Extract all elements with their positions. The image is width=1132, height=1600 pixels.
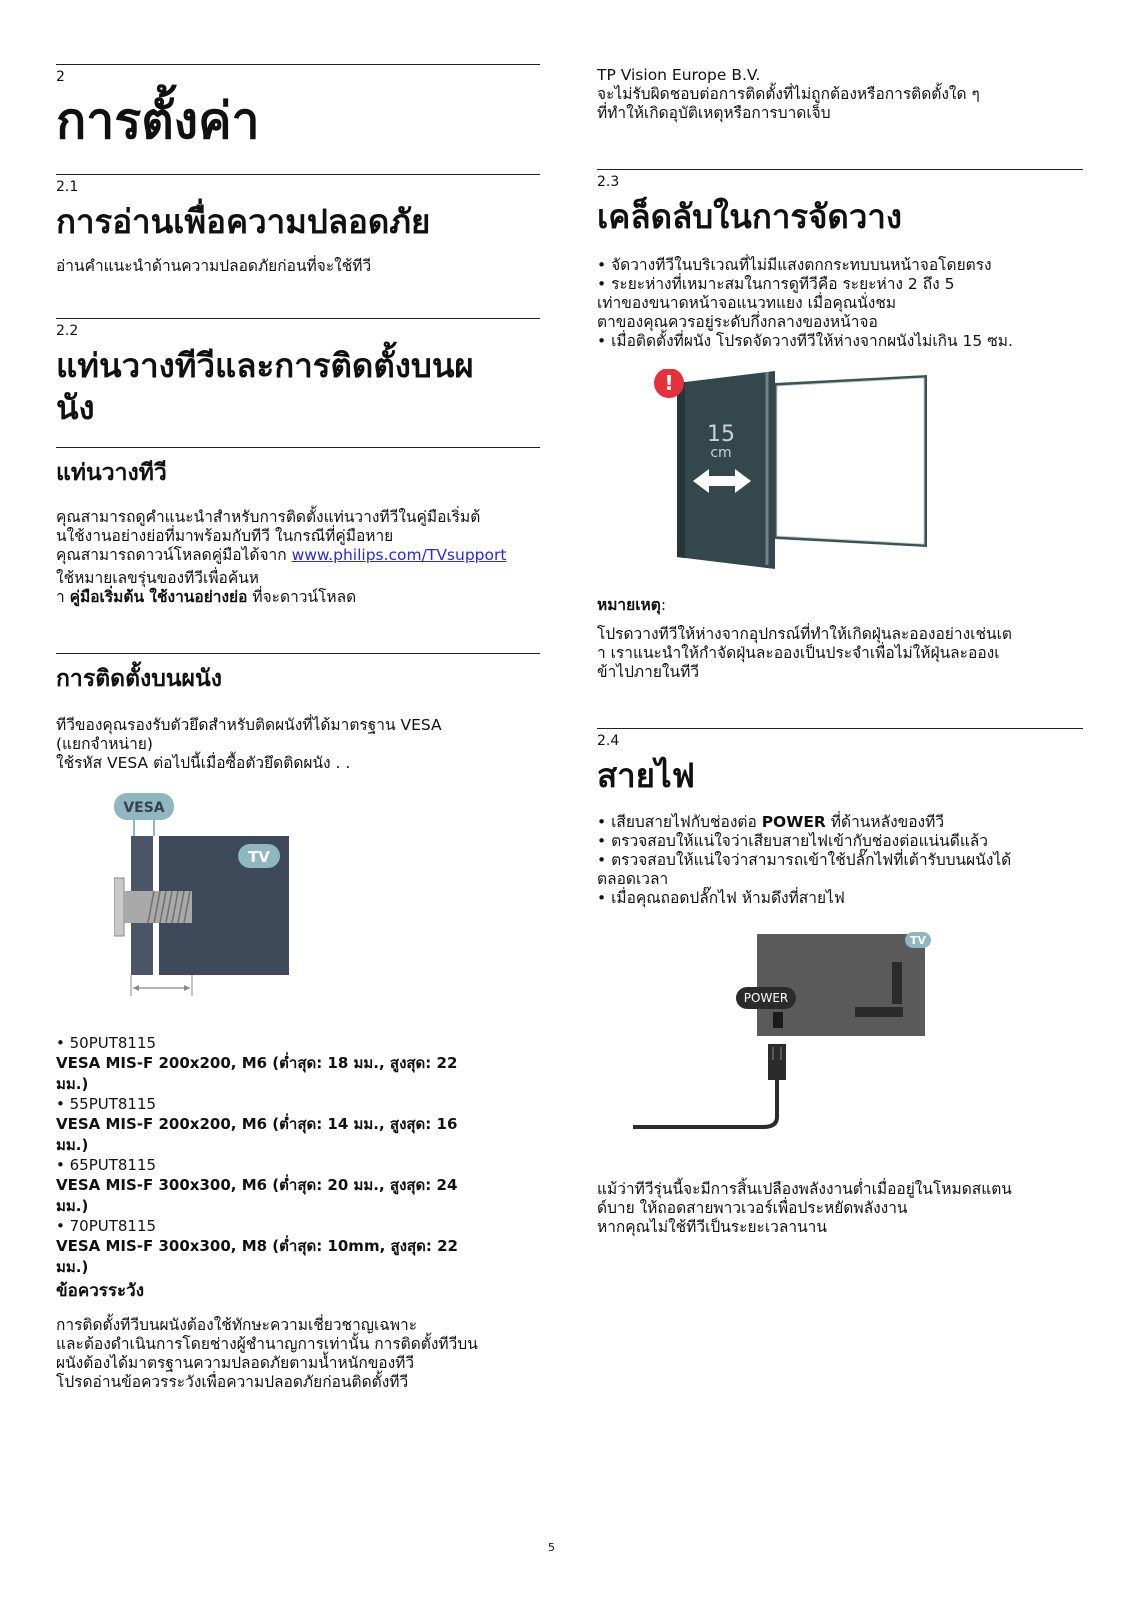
text-line: ใช้หมายเลขรุ่นของทีวีเพื่อค้นห (56, 569, 260, 587)
wall-distance-illustration (647, 369, 947, 569)
text-line: ที่ทำให้เกิดอุบัติเหตุหรือการบาดเจ็บ (597, 104, 831, 122)
subsection-title: แท่นวางทีวี (56, 460, 167, 486)
power-plug (768, 1044, 786, 1080)
vesa-spec: มม.) (56, 1258, 89, 1276)
tv-label: TV (909, 934, 927, 947)
text-line: และต้องดำเนินการโดยช่างผู้ชำนาญการเท่านั้น การติดตั้งทีวีบน (56, 1335, 478, 1353)
section-title (56, 345, 540, 429)
placement-tips (597, 256, 1083, 351)
model-entry (56, 1156, 540, 1217)
section-rule (56, 318, 540, 319)
vesa-spec: VESA MIS-F 300x300, M6 (ต่ำสุด: 20 มม., สูงสุด: 24 (56, 1176, 458, 1194)
model-name: • 70PUT8115 (56, 1217, 157, 1235)
caution-title: ข้อควรระวัง (56, 1281, 144, 1301)
section-title: เคล็ดลับในการจัดวาง (597, 197, 903, 236)
power-connector-name: POWER (761, 813, 826, 831)
tip-line: • จัดวางทีวีในบริเวณที่ไม่มีแสงตกกระทบบนหน้าจอโดยตรง (597, 256, 992, 274)
note-heading (597, 595, 1083, 615)
text-line: คุณสามารถดูคำแนะนำสำหรับการติดตั้งแท่นวางทีวีในคู่มือเริ่มต้ (56, 508, 481, 526)
left-column (56, 64, 540, 1392)
model-entry (56, 1095, 540, 1156)
tip-line: • เมื่อติดตั้งที่ผนัง โปรดจัดวางทีวีให้ห่างจากผนังไม่เกิน 15 ซม. (597, 332, 1013, 350)
chapter-number: 2 (56, 69, 65, 85)
text-span: คุณสามารถดาวน์โหลดคู่มือได้จาก (56, 546, 292, 564)
text-line: ด์บาย ให้ถอดสายพาวเวอร์เพื่อประหยัดพลังงาน (597, 1199, 908, 1217)
tv-label: TV (248, 848, 270, 866)
section-number: 2.3 (597, 174, 620, 190)
text-span: ที่จะดาวน์โหลด (247, 588, 357, 606)
rear-connector (855, 1007, 903, 1017)
wall-panel (677, 371, 775, 569)
model-entry (56, 1217, 540, 1278)
text-line: แม้ว่าทีวีรุ่นนี้จะมีการสิ้นเปลืองพลังงานต่ำเมื่ออยู่ในโหมดสแตน (597, 1180, 1012, 1198)
text-span: า (56, 588, 70, 606)
note-block (597, 595, 1083, 682)
rear-connector (892, 962, 902, 1004)
wall-edge (677, 382, 685, 558)
power-cable-illustration (633, 932, 933, 1142)
text-line: TP Vision Europe B.V. (597, 66, 761, 84)
power-socket (773, 1012, 783, 1028)
section-rule (597, 169, 1083, 170)
subsection-rule (56, 447, 540, 448)
section-number: 2.4 (597, 733, 620, 749)
note-title: หมายเหตุ (597, 596, 661, 614)
tip-line: • ระยะห่างที่เหมาะสมในการดูทีวีคือ ระยะห่าง 2 ถึง 5 (597, 275, 955, 293)
tip-line: • เมื่อคุณถอดปลั๊กไฟ ห้ามดึงที่สายไฟ (597, 889, 845, 907)
text-line (56, 546, 540, 565)
text-line: การติดตั้งทีวีบนผนังต้องใช้ทักษะความเชี่ยวชาญเฉพาะ (56, 1316, 418, 1334)
text-line: จะไม่รับผิดชอบต่อการติดตั้งที่ไม่ถูกต้องหรือการติดตั้งใด ๆ (597, 85, 980, 103)
tip-line: • ตรวจสอบให้แน่ใจว่าสามารถเข้าใช้ปลั๊กไฟที่เต้ารับบนผนังได้ (597, 851, 1012, 869)
vesa-spec: มม.) (56, 1136, 89, 1154)
text-span: • เสียบสายไฟกับช่องต่อ (597, 813, 762, 831)
text-line: ผนังต้องได้มาตรฐานความปลอดภัยตามน้ำหนักของทีวี (56, 1354, 415, 1372)
model-name: • 55PUT8115 (56, 1095, 157, 1113)
distance-unit: cm (710, 445, 732, 461)
vesa-mount-illustration (114, 793, 314, 998)
subsection-title: การติดตั้งบนผนัง (56, 666, 222, 692)
model-name: • 50PUT8115 (56, 1034, 157, 1052)
page-number: 5 (548, 1541, 555, 1554)
section-title-line: แท่นวางทีวีและการติดตั้งบนผ (56, 346, 474, 385)
tv-screen (777, 378, 924, 544)
text-line: นใช้งานอย่างย่อที่มาพร้อมกับทีวี ในกรณีที่คู่มือหาย (56, 527, 394, 545)
screw-head (114, 878, 124, 936)
text-line: ทีวีของคุณรองรับตัวยึดสำหรับติดผนังที่ได้มาตรฐาน VESA (56, 716, 442, 734)
model-entry (56, 1034, 540, 1095)
text-line: โปรดวางทีวีให้ห่างจากอุปกรณ์ที่ทำให้เกิดฝุ่นละอองอย่างเช่นเต (597, 625, 1012, 643)
right-column (597, 66, 1083, 1237)
text-line (56, 588, 540, 607)
model-name: • 65PUT8115 (56, 1156, 157, 1174)
tip-line: • ตรวจสอบให้แน่ใจว่าเสียบสายไฟเข้ากับช่องต่อแน่นดีแล้ว (597, 832, 989, 850)
tip-line: ตาของคุณควรอยู่ระดับกึ่งกลางของหน้าจอ (597, 313, 878, 331)
tip-line: ตลอดเวลา (597, 870, 669, 888)
tip-line (597, 813, 1083, 832)
chapter-title: การตั้งค่า (56, 92, 260, 150)
section-number: 2.2 (56, 323, 79, 339)
distance-value: 15 (707, 422, 735, 447)
chapter-rule (56, 64, 540, 65)
section-number: 2.1 (56, 179, 79, 195)
support-link[interactable]: www.philips.com/TVsupport (291, 546, 507, 564)
note-text (597, 625, 1083, 682)
vesa-spec: VESA MIS-F 200x200, M6 (ต่ำสุด: 18 มม., สูงสุด: 22 (56, 1054, 458, 1072)
note-colon: : (660, 596, 667, 614)
subsection-rule (56, 653, 540, 654)
wall-text (56, 716, 540, 773)
vesa-spec: มม.) (56, 1075, 89, 1093)
text-line: โปรดอ่านข้อควรระวังเพื่อความปลอดภัยก่อนติดตั้งทีวี (56, 1373, 409, 1391)
vesa-spec: VESA MIS-F 300x300, M8 (ต่ำสุด: 10mm, สูงสุด: 22 (56, 1237, 458, 1255)
stand-text (56, 508, 540, 607)
text-span: ที่ด้านหลังของทีวี (825, 813, 945, 831)
vesa-spec: มม.) (56, 1197, 89, 1215)
power-label: POWER (743, 991, 789, 1005)
section-title-line: นัง (56, 388, 95, 427)
tip-line: เท่าของขนาดหน้าจอแนวทแยง เมื่อคุณนั่งชม (597, 294, 897, 312)
caution-text (56, 1316, 540, 1392)
text-line: (แยกจำหน่าย) (56, 735, 153, 753)
standby-note (597, 1180, 1083, 1237)
vesa-label: VESA (123, 800, 165, 816)
section-rule (597, 728, 1083, 729)
safety-text: อ่านคำแนะนำด้านความปลอดภัยก่อนที่จะใช้ทีวี (56, 257, 372, 275)
power-cord (633, 1080, 777, 1127)
vesa-spec: VESA MIS-F 200x200, M6 (ต่ำสุด: 14 มม., สูงสุด: 16 (56, 1115, 458, 1133)
screw-shaft (124, 891, 192, 923)
text-line: หากคุณไม่ใช้ทีวีเป็นระยะเวลานาน (597, 1218, 827, 1236)
text-line: ใช้รหัส VESA ต่อไปนี้เมื่อซื้อตัวยึดติดผนัง . . (56, 754, 351, 772)
guide-name: คู่มือเริ่มต้น ใช้งานอย่างย่อ (69, 588, 248, 606)
section-title: สายไฟ (597, 756, 695, 795)
text-line: า เราแนะนำให้กำจัดฝุ่นละอองเป็นประจำเพื่อไม่ให้ฝุ่นละอองเ (597, 644, 1000, 662)
section-title: การอ่านเพื่อความปลอดภัย (56, 202, 431, 241)
text-line: ข้าไปภายในทีวี (597, 663, 700, 681)
warning-mark: ! (664, 371, 674, 395)
vesa-model-list (56, 1034, 540, 1278)
section-rule (56, 174, 540, 175)
power-cable-tips (597, 813, 1083, 908)
